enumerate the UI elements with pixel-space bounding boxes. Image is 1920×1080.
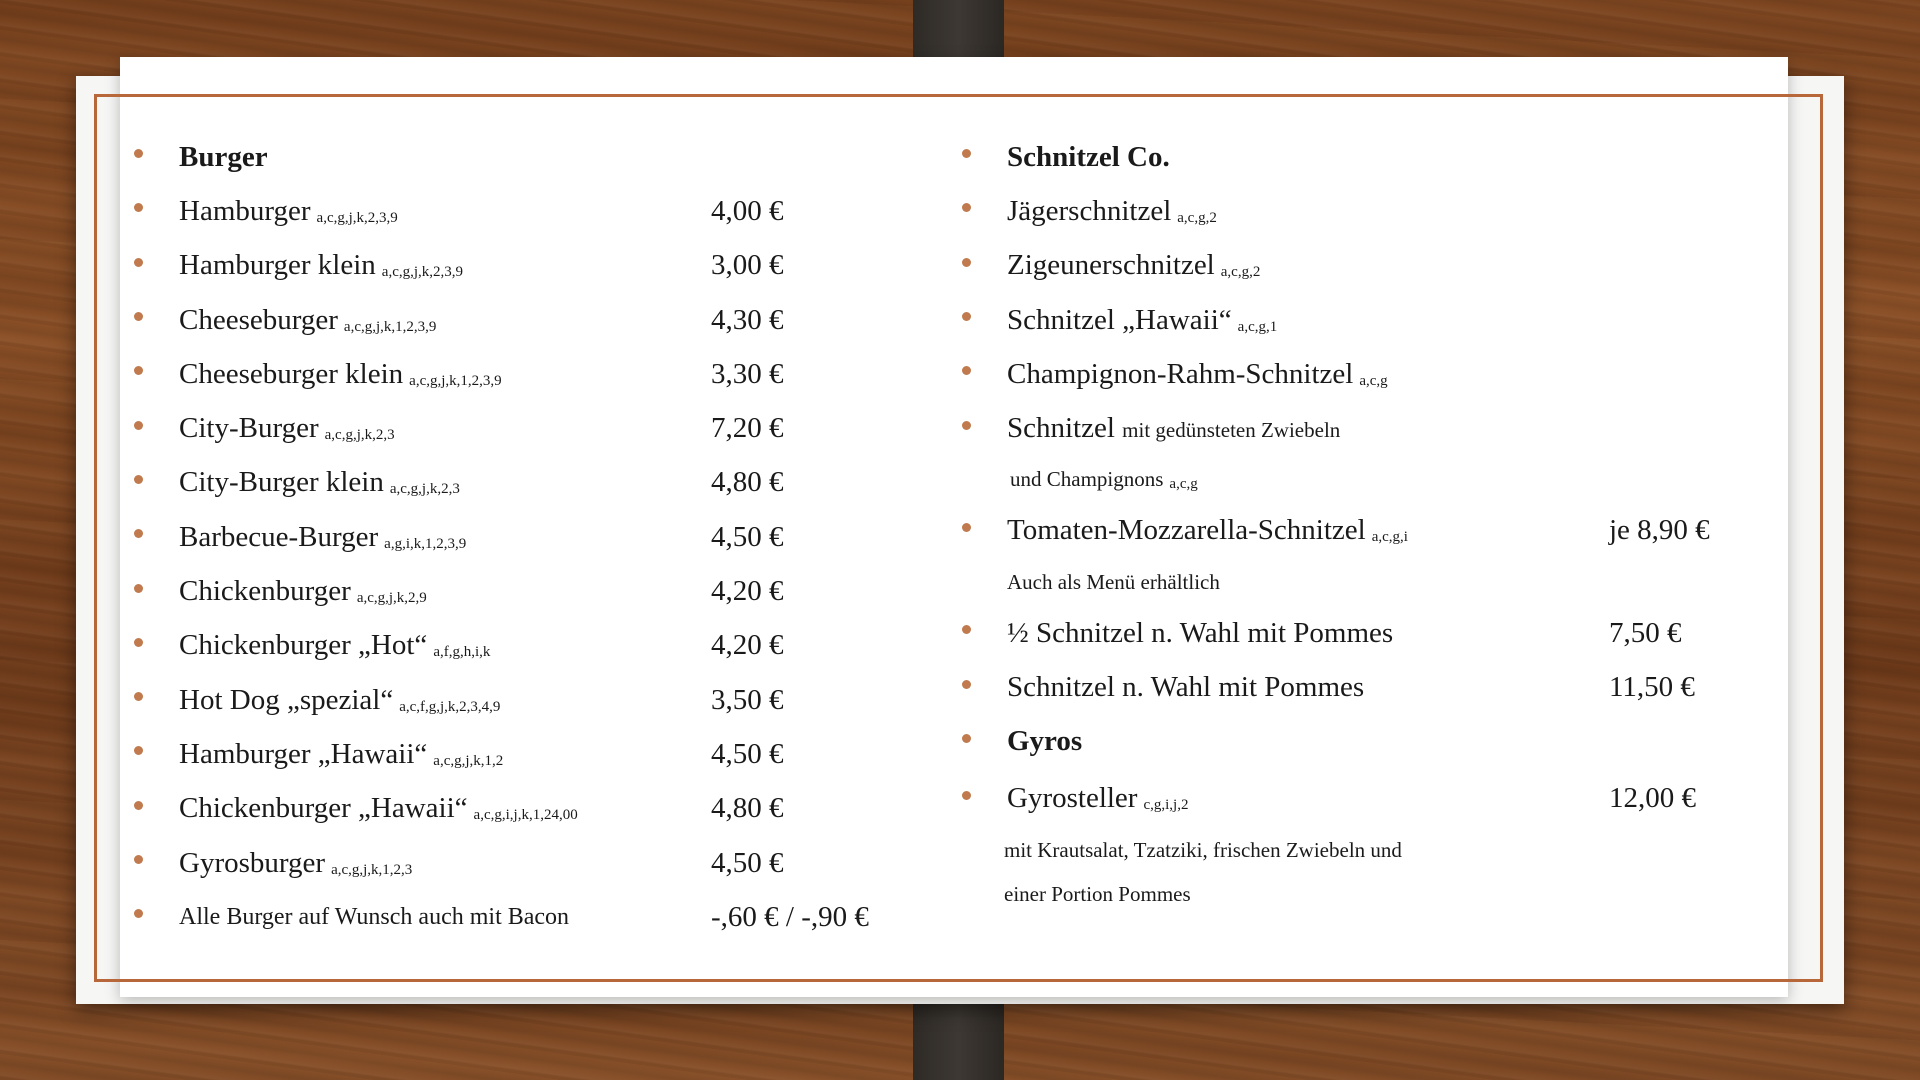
item-name: Chickenburger „Hawaii“ a,c,g,i,j,k,1,24,00 bbox=[179, 792, 578, 825]
bullet-icon bbox=[134, 855, 143, 864]
bullet-icon bbox=[134, 692, 143, 701]
item-name: Gyrosteller c,g,i,j,2 bbox=[1007, 782, 1189, 815]
bullet-icon bbox=[134, 584, 143, 593]
allergen-codes: a,c,g,j,k,2,3,9 bbox=[381, 264, 464, 281]
bullet-icon bbox=[962, 791, 971, 800]
burger-item bbox=[134, 836, 914, 890]
item-name: Chickenburger a,c,g,j,k,2,9 bbox=[179, 575, 427, 608]
allergen-codes: a,c,g,i,j,k,1,24,00 bbox=[473, 807, 578, 824]
allergen-codes: a,f,g,h,i,k bbox=[433, 644, 491, 661]
allergen-codes: c,g,i,j,2 bbox=[1143, 797, 1189, 814]
item-name: Jägerschnitzel a,c,g,2 bbox=[1007, 194, 1217, 227]
bullet-icon bbox=[134, 421, 143, 430]
allergen-codes: a,c,g,2 bbox=[1220, 264, 1261, 281]
item-name: Hamburger klein a,c,g,j,k,2,3,9 bbox=[179, 249, 464, 282]
burger-item bbox=[134, 401, 914, 455]
allergen-codes: a,c,g,j,k,2,3 bbox=[324, 427, 395, 444]
allergen-codes: a,c,g,1 bbox=[1237, 318, 1278, 335]
burger-heading-row bbox=[134, 130, 914, 184]
item-price: 4,00 € bbox=[711, 194, 784, 227]
section-heading-burger: Burger bbox=[179, 140, 268, 173]
bullet-icon bbox=[962, 258, 971, 267]
bullet-icon bbox=[134, 909, 143, 918]
burger-item bbox=[134, 184, 914, 238]
bacon-note: Alle Burger auf Wunsch auch mit Bacon bbox=[179, 903, 570, 930]
item-name: Chickenburger „Hot“ a,f,g,h,i,k bbox=[179, 629, 491, 662]
item-name: Zigeunerschnitzel a,c,g,2 bbox=[1007, 249, 1261, 282]
menu-item-schnitzel-zwiebeln bbox=[962, 401, 1752, 455]
bullet-icon bbox=[134, 475, 143, 484]
section-heading-schnitzel: Schnitzel Co. bbox=[1007, 140, 1170, 173]
schnitzel-item bbox=[962, 184, 1752, 238]
item-name: Gyrosburger a,c,g,j,k,1,2,3 bbox=[179, 846, 413, 879]
allergen-codes: a,c,g,i bbox=[1371, 529, 1408, 546]
allergen-codes: a,c,g,j,k,1,2 bbox=[433, 752, 504, 769]
burger-item bbox=[134, 239, 914, 293]
item-name: ½ Schnitzel n. Wahl mit Pommes bbox=[1007, 616, 1394, 649]
item-description: mit gedünsteten Zwiebeln bbox=[1122, 418, 1341, 443]
item-name: Hamburger „Hawaii“ a,c,g,j,k,1,2 bbox=[179, 737, 504, 770]
item-name: Tomaten-Mozzarella-Schnitzel a,c,g,i bbox=[1007, 514, 1408, 547]
item-price: 4,50 € bbox=[711, 520, 784, 553]
item-description-continuation: und Champignons a,c,g bbox=[1010, 466, 1198, 492]
menu-item-gyrosteller bbox=[962, 769, 1752, 829]
bullet-icon bbox=[962, 312, 971, 321]
bullet-icon bbox=[962, 203, 971, 212]
bullet-icon bbox=[962, 366, 971, 375]
menu-note: Auch als Menü erhältlich bbox=[1007, 569, 1220, 594]
burger-item bbox=[134, 727, 914, 781]
schnitzel-item bbox=[962, 347, 1752, 401]
allergen-codes: a,g,i,k,1,2,3,9 bbox=[384, 535, 467, 552]
schnitzel-item bbox=[962, 293, 1752, 347]
item-name: Champignon-Rahm-Schnitzel a,c,g bbox=[1007, 357, 1388, 390]
schnitzel-heading-row bbox=[962, 130, 1752, 184]
gyros-heading-row bbox=[962, 715, 1752, 769]
allergen-codes: a,c,g,j,k,1,2,3 bbox=[331, 861, 413, 878]
item-description: mit Krautsalat, Tzatziki, frischen Zwiebeln und bbox=[1004, 838, 1402, 863]
burger-item bbox=[134, 510, 914, 564]
item-price: 7,20 € bbox=[711, 412, 784, 445]
item-price: je 8,90 € bbox=[1609, 514, 1710, 547]
bullet-icon bbox=[134, 366, 143, 375]
allergen-codes: a,c,g,j,k,2,3,9 bbox=[316, 209, 398, 226]
bullet-icon bbox=[962, 523, 971, 532]
item-price: 4,50 € bbox=[711, 846, 784, 879]
schnitzel-column bbox=[962, 130, 1752, 917]
bullet-icon bbox=[962, 734, 971, 743]
schnitzel-item bbox=[962, 239, 1752, 293]
item-price: 7,50 € bbox=[1609, 616, 1682, 649]
bullet-icon bbox=[134, 149, 143, 158]
bullet-icon bbox=[962, 421, 971, 430]
menu-item-full-schnitzel bbox=[962, 660, 1752, 714]
item-price: 3,50 € bbox=[711, 683, 784, 716]
allergen-codes: a,c,g bbox=[1169, 475, 1198, 492]
item-name: City-Burger a,c,g,j,k,2,3 bbox=[179, 412, 395, 445]
menu-item-tomaten-mozzarella bbox=[962, 504, 1752, 558]
burger-item bbox=[134, 782, 914, 836]
bullet-icon bbox=[962, 625, 971, 634]
bullet-icon bbox=[134, 746, 143, 755]
item-name: Schnitzel n. Wahl mit Pommes bbox=[1007, 671, 1365, 704]
burger-column bbox=[134, 130, 914, 944]
bullet-icon bbox=[962, 149, 971, 158]
bullet-icon bbox=[134, 203, 143, 212]
allergen-codes: a,c,g bbox=[1359, 372, 1388, 389]
section-heading-gyros: Gyros bbox=[1007, 725, 1083, 758]
burger-item bbox=[134, 619, 914, 673]
item-name: Barbecue-Burger a,g,i,k,1,2,3,9 bbox=[179, 520, 467, 553]
allergen-codes: a,c,g,j,k,2,9 bbox=[356, 590, 427, 607]
item-price: 3,30 € bbox=[711, 357, 784, 390]
burger-item bbox=[134, 293, 914, 347]
burger-item bbox=[134, 564, 914, 618]
item-name: City-Burger klein a,c,g,j,k,2,3 bbox=[179, 466, 460, 499]
allergen-codes: a,c,g,j,k,1,2,3,9 bbox=[343, 318, 437, 335]
item-name: Hamburger a,c,g,j,k,2,3,9 bbox=[179, 194, 398, 227]
bullet-icon bbox=[962, 680, 971, 689]
item-name: Cheeseburger klein a,c,g,j,k,1,2,3,9 bbox=[179, 357, 502, 390]
item-price: 4,30 € bbox=[711, 303, 784, 336]
allergen-codes: a,c,g,2 bbox=[1177, 209, 1217, 226]
item-price: 4,50 € bbox=[711, 737, 784, 770]
menu-item-half-schnitzel bbox=[962, 606, 1752, 660]
item-price: 4,20 € bbox=[711, 575, 784, 608]
item-name: Hot Dog „spezial“ a,c,f,g,j,k,2,3,4,9 bbox=[179, 683, 501, 716]
item-name: Schnitzel „Hawaii“ a,c,g,1 bbox=[1007, 303, 1278, 336]
item-price: 3,00 € bbox=[711, 249, 784, 282]
bullet-icon bbox=[134, 801, 143, 810]
bacon-price: -,60 € / -,90 € bbox=[711, 900, 869, 933]
item-description-continuation: einer Portion Pommes bbox=[1004, 882, 1191, 907]
item-name: Schnitzel mit gedünsteten Zwiebeln bbox=[1007, 412, 1341, 445]
item-price: 4,80 € bbox=[711, 466, 784, 499]
bullet-icon bbox=[134, 638, 143, 647]
allergen-codes: a,c,g,j,k,1,2,3,9 bbox=[409, 372, 502, 389]
burger-item bbox=[134, 673, 914, 727]
allergen-codes: a,c,f,g,j,k,2,3,4,9 bbox=[399, 698, 501, 715]
item-price: 12,00 € bbox=[1609, 782, 1696, 815]
item-name: Cheeseburger a,c,g,j,k,1,2,3,9 bbox=[179, 303, 437, 336]
bullet-icon bbox=[134, 258, 143, 267]
bullet-icon bbox=[134, 529, 143, 538]
item-price: 11,50 € bbox=[1609, 671, 1695, 704]
burger-item bbox=[134, 347, 914, 401]
burger-item bbox=[134, 456, 914, 510]
item-price: 4,20 € bbox=[711, 629, 784, 662]
bacon-row bbox=[134, 890, 914, 944]
allergen-codes: a,c,g,j,k,2,3 bbox=[389, 481, 460, 498]
item-price: 4,80 € bbox=[711, 792, 784, 825]
binding-strap-top bbox=[913, 0, 1004, 60]
bullet-icon bbox=[134, 312, 143, 321]
